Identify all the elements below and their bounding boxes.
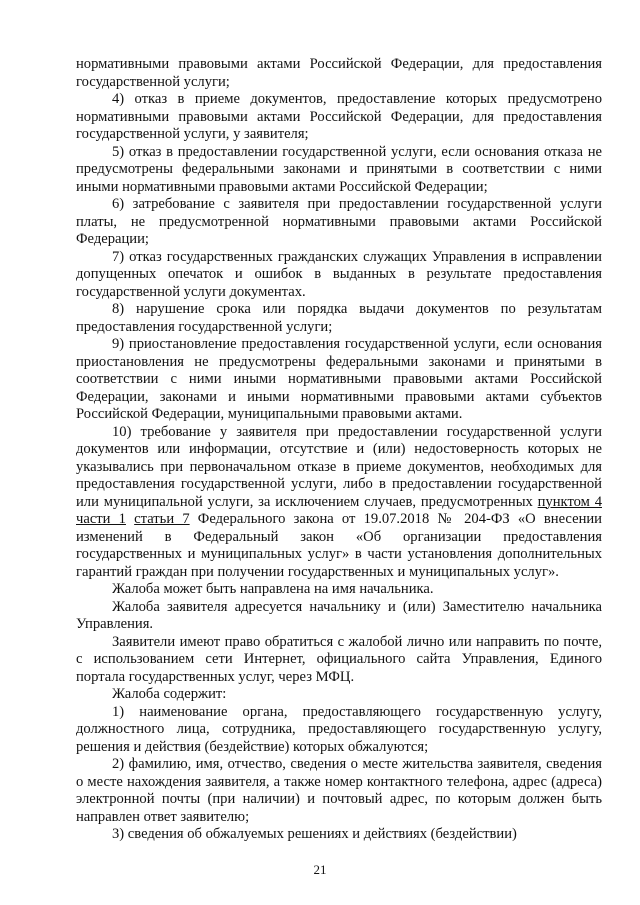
paragraph-complaint-addressing: Жалоба заявителя адресуется начальнику и (или) Заместителю начальника Управления. [76, 598, 602, 632]
paragraph-item-10 [76, 424, 602, 582]
paragraph-contents-item-3: 3) сведения об обжалуемых решениях и действиях (бездействии) [112, 826, 517, 842]
paragraph-item-5: 5) отказ в предоставлении государственной услуги, если основания отказа не предусмотрены федеральными законами и принятыми в соответствии с ними иными нормативными правовыми актами Российской Федерации; [76, 143, 602, 195]
paragraph-complaint-channels: Заявители имеют право обратиться с жалобой лично или направить по почте, с использованием сети Интернет, официального сайта Управления, Единого портала государственных услуг, через МФЦ. [76, 633, 602, 685]
law-reference-link-point[interactable]: пунктом 4 [537, 493, 602, 510]
document-body [76, 56, 602, 844]
item-10-text-end: Федерального закона от 19.07.2018 № 204-ФЗ «О внесении изменений в Федеральный закон «Об организации предоставления государственных и муниципальных услуг» в части установления дополнительных гарантий граждан при получении государственных и муниципальных услуг». [76, 511, 602, 580]
paragraph-contents-item-1: 1) наименование органа, предоставляющего государственную услугу, должностного лица, сотрудника, предоставляющего государственную услугу, решения и действия (бездействие) которых обжалуются; [76, 703, 602, 755]
paragraph-item-8: 8) нарушение срока или порядка выдачи документов по результатам предоставления государственной услуги; [76, 301, 602, 335]
law-reference-link-part[interactable]: части 1 [76, 511, 126, 527]
law-reference-link-article[interactable]: статьи 7 [134, 511, 190, 527]
paragraph-complaint-contents-heading: Жалоба содержит: [112, 686, 227, 702]
item-10-text-start: 10) требование у заявителя при предоставлении государственной услуги документов или информации, отсутствие и (или) недостоверность которых не указывались при первоначальном отказе в приеме документов, необходимых для предоставления государственной услуги, либо в предоставлении государственной или муниципальной услуги, за исключением случаев, предусмотренных [76, 423, 602, 510]
paragraph-item-9: 9) приостановление предоставления государственной услуги, если основания приостановления не предусмотрены федеральными законами и принятыми в соответствии с ними иными нормативными правовыми актами Российской Федерации, законами и иными нормативными правовыми актами субъектов Российской Федерации, муниципальными правовыми актами. [76, 336, 602, 422]
page-number: 21 [313, 862, 327, 877]
paragraph-contents-item-2: 2) фамилию, имя, отчество, сведения о месте жительства заявителя, сведения о месте нахождения заявителя, а также номер контактного телефона, адрес (адреса) электронной почты (при наличии) и почтовый адрес, по которым должен быть направлен ответ заявителю; [76, 756, 602, 825]
paragraph-complaint-addressee: Жалоба может быть направлена на имя начальника. [112, 581, 434, 597]
paragraph-item-7: 7) отказ государственных гражданских служащих Управления в исправлении допущенных опечаток и ошибок в выданных в результате предоставления государственной услуги документах. [76, 248, 602, 300]
paragraph-item-4: 4) отказ в приеме документов, предоставление которых предусмотрено нормативными правовыми актами Российской Федерации, для предоставления государственной услуги, у заявителя; [76, 91, 602, 142]
paragraph-item-6: 6) затребование с заявителя при предоставлении государственной услуги платы, не предусмотренной нормативными правовыми актами Российской Федерации; [76, 196, 602, 247]
paragraph-continuation: нормативными правовыми актами Российской Федерации, для предоставления государственной услуги; [76, 56, 602, 90]
